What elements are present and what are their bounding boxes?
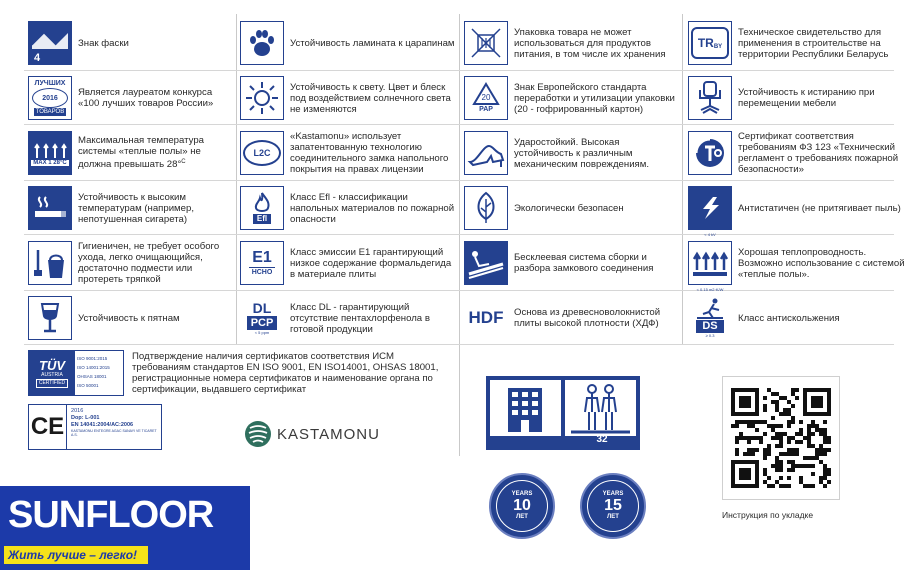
feature-text: Класс антискольжения <box>738 312 840 324</box>
svg-text:4: 4 <box>34 52 41 63</box>
feature-text: Является лауреатом конкурса «100 лучших товаров России» <box>78 87 214 109</box>
ppm-badge: < 5 ppm <box>254 330 270 335</box>
tuv-certification <box>28 348 458 398</box>
row-divider <box>24 344 894 345</box>
hdf-icon <box>464 296 508 340</box>
hdf-badge: HDF <box>468 308 504 327</box>
feature-text: Упаковка товара не может использоваться для продуктов питания, в том числе их хранения <box>514 26 666 60</box>
no-food-icon <box>464 21 508 65</box>
feature-text-main: Максимальная температура системы «теплые полы» не должна превышать 28° <box>78 135 204 171</box>
feature-floor-heating <box>28 128 233 178</box>
svg-text:20: 20 <box>481 93 491 102</box>
hcho-badge: HCHO <box>249 267 276 278</box>
badge-top: ЛУЧШИХ <box>34 80 66 87</box>
tuv-line: ISO 14001:2015 <box>77 365 110 370</box>
feature-text: Гигиеничен, не требует особого ухода, легко очищающийся, достаточно подмести или протереть тряпкой <box>78 241 220 285</box>
tuv-brand: TÜV <box>39 357 65 373</box>
feature-cigarette <box>28 184 233 232</box>
leaf-icon <box>464 186 508 230</box>
tuv-standards <box>75 351 123 395</box>
ce-year: 2016 <box>71 408 84 414</box>
feature-text: «Kastamonu» использует запатентованную технологию соединительного замка напольного покрытия на правах лицензии <box>290 131 449 175</box>
tr-by-icon <box>688 21 732 65</box>
row-divider <box>24 70 894 71</box>
feature-text: Устойчивость к пятнам <box>78 312 180 324</box>
people-icon <box>565 380 636 436</box>
badge-oval <box>32 88 68 108</box>
feature-text: Знак Европейского стандарта переработки и утилизации упаковки (20 - гофрированный картон) <box>514 81 675 115</box>
feature-text: Устойчивость к истиранию при перемещении мебели <box>738 87 875 109</box>
pcp-badge: PCP <box>247 316 278 330</box>
feature-text-sup: С <box>181 159 186 166</box>
warranty-15-badge <box>580 473 646 539</box>
paw-icon <box>240 21 284 65</box>
wine-glass-icon <box>28 296 72 340</box>
kv-badge: < 4 kV <box>704 232 716 237</box>
feature-text: Ударостойкий. Высокая устойчивость к различным механическим повреждениям. <box>514 136 650 170</box>
feature-hdf <box>464 294 679 342</box>
feature-eco <box>464 184 679 232</box>
tuv-cert: CERTIFIED <box>36 379 68 388</box>
feature-text: Знак фаски <box>78 37 129 49</box>
pap-badge: PAP <box>479 106 493 113</box>
qr-code-icon <box>731 388 831 488</box>
feature-text: Устойчивость к высоким температурам (например, непотушенная сигарета) <box>78 191 194 225</box>
column-divider <box>682 14 683 344</box>
feature-l2c <box>240 128 455 178</box>
sun-icon <box>240 76 284 120</box>
column-divider <box>236 14 237 344</box>
warranty-unit: ЛЕТ <box>607 514 619 520</box>
feature-thermal <box>688 238 913 292</box>
feature-no-food <box>464 20 679 66</box>
feature-glueless <box>464 238 679 288</box>
qr-code-frame[interactable] <box>722 376 840 500</box>
tuv-line: ISO 9001:2015 <box>77 356 108 361</box>
ce-declaration <box>28 404 162 450</box>
feature-text: Антистатичен (не притягивает пыль) <box>738 202 901 214</box>
usage-class-icon <box>486 376 640 450</box>
e1-emission-icon <box>240 241 284 285</box>
warranty-unit: ЛЕТ <box>516 514 528 520</box>
feature-text: Техническое свидетельство для применения в строительстве на территории Республики Беларусь <box>738 26 889 60</box>
feature-text <box>78 135 233 170</box>
feature-impact <box>464 128 679 178</box>
kastamonu-name: KASTAMONU <box>277 425 380 443</box>
feature-fire-cert <box>688 128 913 178</box>
feature-text: Бесклеевая система сборки и разбора замкового соединения <box>514 252 654 274</box>
feature-light <box>240 74 455 122</box>
recycle-pap-icon <box>464 76 508 120</box>
ce-dop: Dop: L-001 <box>71 415 100 421</box>
warranty-years: 15 <box>604 497 622 514</box>
flame-icon <box>240 186 284 230</box>
feature-text: Основа из древесноволокнистой плиты высокой плотности (ХДФ) <box>514 307 661 329</box>
badge-bottom: ТОВАРОВ <box>35 109 65 115</box>
thermal-badge: < 0.15 m2·K/W <box>696 287 724 292</box>
brand-slogan: Жить лучше – легко! <box>4 546 148 564</box>
anti-slip-icon <box>688 296 732 340</box>
antistatic-icon <box>688 186 732 237</box>
bevel-4-icon <box>28 21 72 65</box>
ds-small: ≥ 0.3 <box>705 333 715 338</box>
feature-anti-slip <box>688 294 913 342</box>
feature-text: Устойчивость ламината к царапинам <box>290 37 455 49</box>
fire-cert-icon <box>688 131 732 175</box>
feature-fire-class <box>240 184 455 232</box>
glueless-install-icon <box>464 241 508 285</box>
warranty-years: 10 <box>513 497 531 514</box>
feature-text: Класс DL - гарантирующий отсутствие пентахлорфенола в готовой продукции <box>290 301 430 335</box>
column-divider <box>459 14 460 456</box>
dl-pcp-icon <box>240 296 284 340</box>
warranty-10-badge <box>489 473 555 539</box>
tuv-line: OHSAS 18001 <box>77 374 107 379</box>
heel-shoe-icon <box>464 131 508 175</box>
feature-bevel <box>28 20 233 66</box>
feature-stain <box>28 294 233 342</box>
efl-badge: Efl <box>253 214 271 224</box>
feature-text: Класс Efl - классификации напольных материалов по пожарной опасности <box>290 191 455 225</box>
cigarette-icon <box>28 186 72 230</box>
tuv-logo <box>28 350 124 396</box>
feature-dl <box>240 294 455 342</box>
feature-recycle <box>464 74 679 122</box>
feature-text: Сертификат соответствия требованиям ФЗ 123 «Технический регламент о требованиях пожарной безопасности» <box>738 131 899 175</box>
qr-caption: Инструкция по укладке <box>722 510 814 520</box>
ce-small: KASTAMONU ENTEGRE AGAC SANAYI VE TICARET A.S. <box>71 429 157 437</box>
floor-heating-icon <box>28 131 72 175</box>
badge-temp: MAX 1 28°C <box>33 160 67 166</box>
row-divider <box>24 180 894 181</box>
mop-bucket-icon <box>28 241 72 285</box>
tr-badge: TR <box>697 36 714 50</box>
tuv-line: ISO 50001 <box>77 383 99 388</box>
tuv-text: Подтверждение наличия сертификатов соответствия ИСМ требованиям стандартов EN ISO 9001, EN ISO14001, OHSAS 18001, регистрационные номера сертификатов и наименование органа по сертификации, выдавшего сертификат <box>132 351 439 395</box>
thermal-icon <box>688 241 732 292</box>
feature-tr-by <box>688 20 913 66</box>
feature-abrasion <box>688 74 913 122</box>
feature-hygienic <box>28 238 233 288</box>
feature-antistatic <box>688 184 913 237</box>
warranty-label: YEARS <box>511 491 533 497</box>
feature-text: Хорошая теплопроводность. Возможно использование с системой «теплые полы». <box>738 246 905 280</box>
badge-year: 2016 <box>42 94 58 102</box>
best-100-goods-icon <box>28 76 72 120</box>
l2c-badge: L2C <box>243 140 281 166</box>
ce-mark: CE <box>29 405 67 449</box>
row-divider <box>24 124 894 125</box>
tuv-country: AUSTRIA <box>41 371 63 378</box>
brand-name: SUNFLOOR <box>8 494 214 536</box>
row-divider <box>24 290 894 291</box>
dl-badge: DL <box>252 300 272 316</box>
feature-best-100 <box>28 74 233 122</box>
sunfloor-brand <box>0 486 250 570</box>
usage-class-number: 32 <box>596 434 608 445</box>
feature-scratch <box>240 20 455 66</box>
e1-badge: E1 <box>252 248 272 266</box>
feature-text: Класс эмиссии Е1 гарантирующий низкое содержание формальдегида в материале плиты <box>290 246 452 280</box>
feature-text: Устойчивость к свету. Цвет и блеск под воздействием солнечного света не изменяются <box>290 81 451 115</box>
by-badge: BY <box>713 44 723 50</box>
l2c-lock-icon <box>240 131 284 175</box>
office-building-icon <box>490 380 561 436</box>
kastamonu-emblem-icon <box>244 420 272 448</box>
office-chair-icon <box>688 76 732 120</box>
kastamonu-logo <box>244 420 380 448</box>
feature-e1 <box>240 238 455 288</box>
feature-text: Экологически безопасен <box>514 202 624 214</box>
ce-standard: EN 14041:2004/AC:2006 <box>71 422 134 428</box>
row-divider <box>24 234 894 235</box>
ds-badge: DS <box>696 320 723 333</box>
warranty-label: YEARS <box>602 491 624 497</box>
